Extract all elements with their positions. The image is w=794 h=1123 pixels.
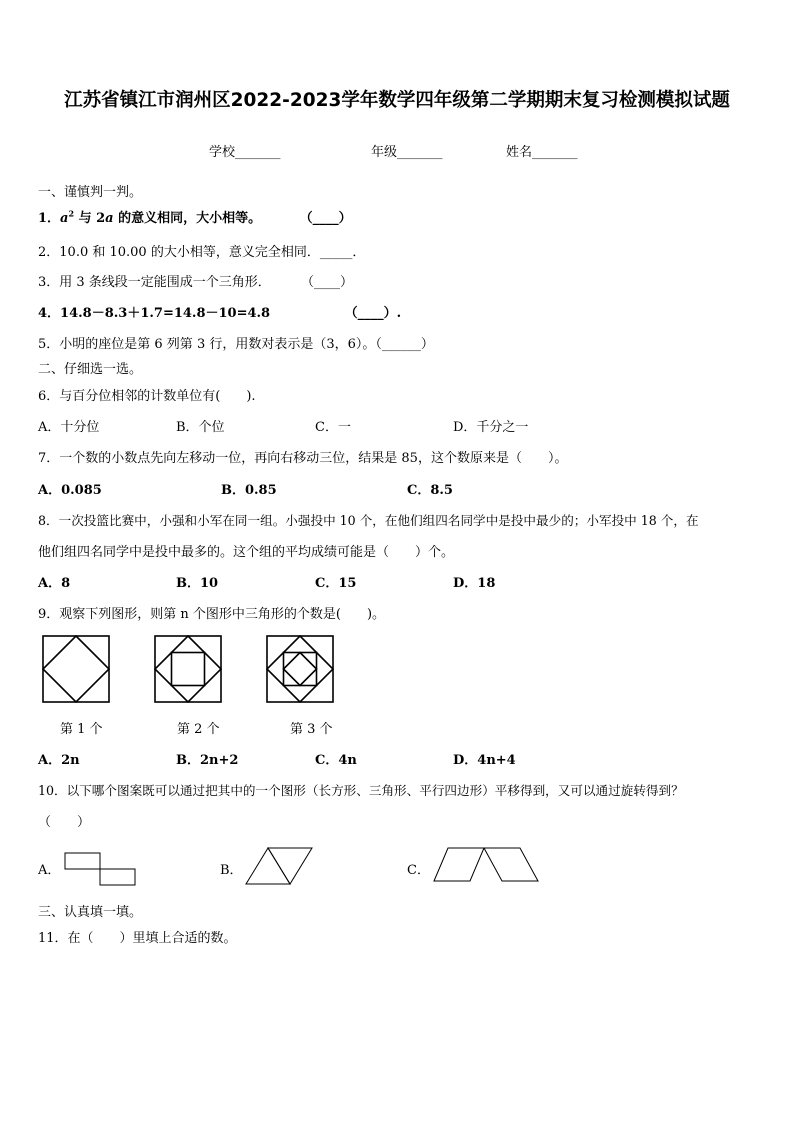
q7-option-b[interactable]: B．0.85 xyxy=(221,483,277,498)
question-6: 6．与百分位相邻的计数单位有( ). xyxy=(38,389,256,404)
q8-option-c[interactable]: C．15 xyxy=(315,576,357,591)
question-9: 9．观察下列图形，则第 n 个图形中三角形的个数是( )。 xyxy=(38,607,386,622)
question-10-line-2: （ ） xyxy=(38,815,91,830)
q10-figure-b xyxy=(244,846,316,886)
q8-option-d[interactable]: D．18 xyxy=(453,576,496,591)
q6-option-b[interactable]: B．个位 xyxy=(176,420,225,435)
q8-option-b[interactable]: B．10 xyxy=(176,576,219,591)
question-4 xyxy=(38,302,401,321)
q1-answer-blank[interactable]: （____） xyxy=(299,211,352,226)
q9-figure-2 xyxy=(154,635,222,703)
grade-field: 年级_______ xyxy=(371,145,443,160)
q3-text: 3．用 3 条线段一定能围成一个三角形． xyxy=(38,275,271,290)
q1-var-a: a xyxy=(60,211,69,226)
section-1-heading: 一、谨慎判一判。 xyxy=(38,185,143,200)
q9-option-d[interactable]: D．4n+4 xyxy=(453,753,516,768)
name-field: 姓名_______ xyxy=(506,145,578,160)
q10-figure-a xyxy=(62,851,138,889)
q4-text: 4．14.8－8.3＋1.7=14.8－10=4.8 xyxy=(38,306,271,321)
q4-answer-blank[interactable]: （____）. xyxy=(344,306,402,321)
q9-figure-1 xyxy=(42,635,110,703)
q1-exponent: 2 xyxy=(68,208,75,219)
q3-answer-blank[interactable]: （____） xyxy=(300,275,353,290)
q6-option-d[interactable]: D．千分之一 xyxy=(453,420,529,435)
q9-label-3: 第 3 个 xyxy=(290,722,333,737)
q6-option-a[interactable]: A．十分位 xyxy=(38,420,100,435)
q9-option-a[interactable]: A．2n xyxy=(38,753,80,768)
section-2-heading: 二、仔细选一选。 xyxy=(38,362,143,377)
question-5: 5．小明的座位是第 6 列第 3 行，用数对表示是（3，6）。（______） xyxy=(38,337,434,352)
q9-option-b[interactable]: B．2n+2 xyxy=(176,753,239,768)
q6-option-c[interactable]: C．一 xyxy=(315,420,351,435)
q10-option-b[interactable]: B． xyxy=(220,863,243,878)
q7-option-a[interactable]: A．0.085 xyxy=(38,483,102,498)
q1-var-a2: a xyxy=(105,211,114,226)
question-2: 2．10.0 和 10.00 的大小相等，意义完全相同．_____． xyxy=(38,245,366,260)
q10-option-a[interactable]: A． xyxy=(38,863,61,878)
question-7: 7．一个数的小数点先向左移动一位，再向右移动三位，结果是 85，这个数原来是（ ）。 xyxy=(38,451,568,466)
q9-figure-3 xyxy=(266,635,334,703)
question-10-line-1: 10．以下哪个图案既可以通过把其中的一个图形（长方形、三角形、平行四边形）平移得到，又可以通过旋转得到？ xyxy=(38,783,684,798)
q1-number: 1． xyxy=(38,211,61,226)
question-1 xyxy=(38,207,352,226)
question-8-line-2: 他们组四名同学中是投中最多的。这个组的平均成绩可能是（ ）个。 xyxy=(38,545,455,560)
school-field: 学校_______ xyxy=(209,145,281,160)
question-11: 11．在（ ）里填上合适的数。 xyxy=(38,931,237,946)
q1-mid: 与 2 xyxy=(74,211,106,226)
q9-label-2: 第 2 个 xyxy=(177,722,220,737)
q8-option-a[interactable]: A．8 xyxy=(38,576,71,591)
question-8-line-1: 8．一次投篮比赛中，小强和小军在同一组。小强投中 10 个，在他们组四名同学中是投中最少的；小军投中 18 个，在 xyxy=(38,513,699,528)
page-title: 江苏省镇江市润州区2022-2023学年数学四年级第二学期期末复习检测模拟试题 xyxy=(64,90,730,111)
section-3-heading: 三、认真填一填。 xyxy=(38,905,143,920)
q9-label-1: 第 1 个 xyxy=(60,722,103,737)
q1-rest: 的意义相同，大小相等。 xyxy=(113,211,262,226)
q10-figure-c xyxy=(432,846,542,884)
q10-option-c[interactable]: C． xyxy=(407,863,430,878)
question-3 xyxy=(38,271,353,290)
q7-option-c[interactable]: C．8.5 xyxy=(407,483,453,498)
q9-option-c[interactable]: C．4n xyxy=(315,753,357,768)
